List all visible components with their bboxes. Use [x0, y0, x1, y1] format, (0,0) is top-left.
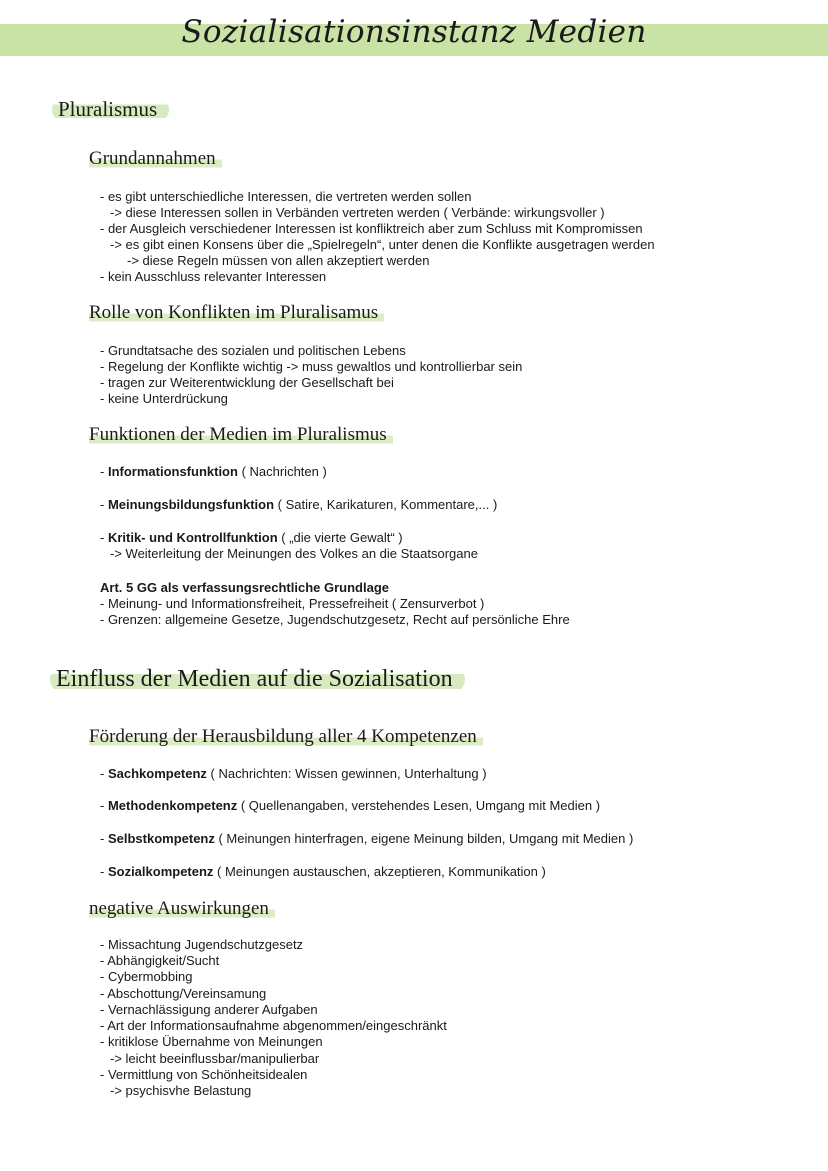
text-line: -> psychisvhe Belastung	[110, 1083, 252, 1098]
text-line: - Abhängigkeit/Sucht	[100, 953, 220, 968]
text-line: -> diese Regeln müssen von allen akzeptiert werden	[127, 253, 430, 268]
text-line: - Cybermobbing	[100, 969, 193, 984]
text-line: - kein Ausschluss relevanter Interessen	[100, 269, 327, 284]
subheading-kompetenzen: Förderung der Herausbildung aller 4 Kompetenzen	[89, 726, 491, 748]
section-heading-pluralismus: Pluralismus	[52, 97, 169, 122]
section-heading-einfluss: Einfluss der Medien auf die Sozialisation	[50, 666, 465, 693]
text-line: - der Ausgleich verschiedener Interessen ist konfliktreich aber zum Schluss mit Kompromissen	[100, 221, 643, 236]
function-item: - Meinungsbildungsfunktion ( Satire, Karikaturen, Kommentare,... )	[100, 497, 498, 512]
function-item: - Informationsfunktion ( Nachrichten )	[100, 464, 327, 479]
text-line: -> es gibt einen Konsens über die „Spielregeln“, unter denen die Konflikte ausgetragen werden	[110, 237, 655, 252]
text-line: - Abschottung/Vereinsamung	[100, 986, 267, 1001]
text-line: - Art der Informationsaufnahme abgenommen/eingeschränkt	[100, 1018, 447, 1033]
competence-item: - Methodenkompetenz ( Quellenangaben, verstehendes Lesen, Umgang mit Medien )	[100, 798, 601, 813]
competence-item: - Sachkompetenz ( Nachrichten: Wissen gewinnen, Unterhaltung )	[100, 766, 487, 781]
function-item: - Kritik- und Kontrollfunktion ( „die vierte Gewalt“ )	[100, 530, 403, 545]
subheading-funktionen: Funktionen der Medien im Pluralismus	[89, 424, 401, 446]
competence-item: - Selbstkompetenz ( Meinungen hinterfragen, eigene Meinung bilden, Umgang mit Medien )	[100, 831, 634, 846]
competence-item: - Sozialkompetenz ( Meinungen austauschen, akzeptieren, Kommunikation )	[100, 864, 546, 879]
text-line: - Meinung- und Informationsfreiheit, Pressefreiheit ( Zensurverbot )	[100, 596, 485, 611]
art5-heading: Art. 5 GG als verfassungsrechtliche Grundlage	[100, 580, 389, 595]
text-line: - keine Unterdrückung	[100, 391, 228, 406]
text-line: - kritiklose Übernahme von Meinungen	[100, 1034, 323, 1049]
text-line: - Vermittlung von Schönheitsidealen	[100, 1067, 308, 1082]
text-line: - Regelung der Konflikte wichtig -> muss gewaltlos und kontrollierbar sein	[100, 359, 523, 374]
subheading-negativ: negative Auswirkungen	[89, 898, 283, 920]
text-line: - es gibt unterschiedliche Interessen, die vertreten werden sollen	[100, 189, 472, 204]
page-title: Sozialisationsinstanz Medien	[181, 14, 647, 50]
text-line: - Missachtung Jugendschutzgesetz	[100, 937, 304, 952]
text-line: - Vernachlässigung anderer Aufgaben	[100, 1002, 318, 1017]
text-line: -> leicht beeinflussbar/manipulierbar	[110, 1051, 320, 1066]
subheading-grundannahmen: Grundannahmen	[89, 148, 230, 170]
text-line: - Grundtatsache des sozialen und politischen Lebens	[100, 343, 406, 358]
subheading-konflikte: Rolle von Konflikten im Pluralisamus	[89, 302, 392, 324]
text-line: - tragen zur Weiterentwicklung der Gesellschaft bei	[100, 375, 394, 390]
text-line: -> diese Interessen sollen in Verbänden vertreten werden ( Verbände: wirkungsvoller )	[110, 205, 605, 220]
text-line: - Grenzen: allgemeine Gesetze, Jugendschutzgesetz, Recht auf persönliche Ehre	[100, 612, 570, 627]
text-line: -> Weiterleitung der Meinungen des Volkes an die Staatsorgane	[110, 546, 478, 561]
